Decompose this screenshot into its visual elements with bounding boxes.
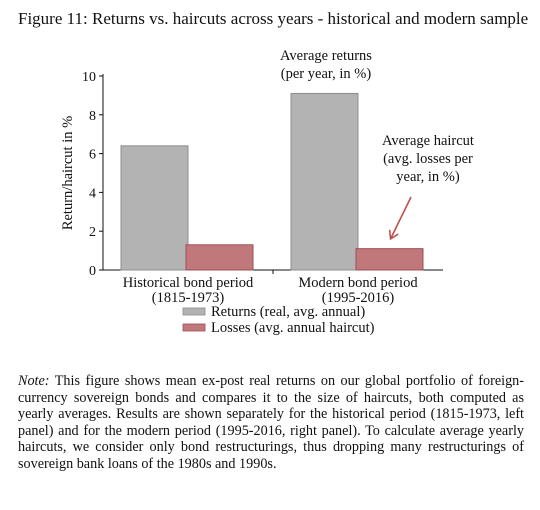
annotation-returns: (per year, in %)	[280, 66, 372, 82]
note-label: Note:	[18, 373, 50, 389]
annotation-returns: Average returns	[280, 48, 372, 64]
annotation-haircut: Average haircut	[382, 133, 474, 149]
y-tick-label: 8	[89, 108, 96, 124]
figure-note	[18, 373, 524, 473]
x-tick-label: (1815-1973)	[151, 290, 225, 306]
legend-label: Losses (avg. annual haircut)	[211, 320, 375, 336]
y-tick-label: 2	[89, 225, 96, 241]
legend-swatch	[183, 308, 205, 315]
x-tick-label: Historical bond period	[122, 275, 254, 291]
y-tick-label: 6	[89, 147, 96, 163]
bar-returns	[121, 146, 188, 270]
figure-title: Figure 11: Returns vs. haircuts across years - historical and modern sample	[18, 9, 529, 28]
x-tick-label: (1995-2016)	[321, 290, 395, 306]
y-axis-label: Return/haircut in %	[60, 115, 76, 231]
note-text: This figure shows mean ex-post real returns on our global portfolio of foreign-currency sovereign bonds and compares it to the size of haircuts, both computed as yearly averages. Results are shown separately for the historical period (1815-1973, left panel) and for the modern period (1995-2016, right panel). To calculate average yearly haircuts, we consider only bond restructurings, thus dropping many restructurings of sovereign bank loans of the 1980s and 1990s.	[18, 373, 524, 472]
bar-losses	[186, 245, 253, 270]
annotation-haircut: year, in %)	[396, 169, 460, 185]
x-tick-label: Modern bond period	[298, 275, 418, 291]
annotation-arrow	[391, 197, 411, 238]
y-tick-label: 0	[89, 264, 96, 279]
legend-label: Returns (real, avg. annual)	[211, 304, 366, 320]
legend-swatch	[183, 324, 205, 331]
bar-losses	[356, 249, 423, 270]
annotation-haircut: (avg. losses per	[383, 151, 473, 167]
y-tick-label: 4	[89, 186, 96, 202]
y-tick-label: 10	[82, 70, 96, 85]
bar-returns	[291, 93, 358, 270]
